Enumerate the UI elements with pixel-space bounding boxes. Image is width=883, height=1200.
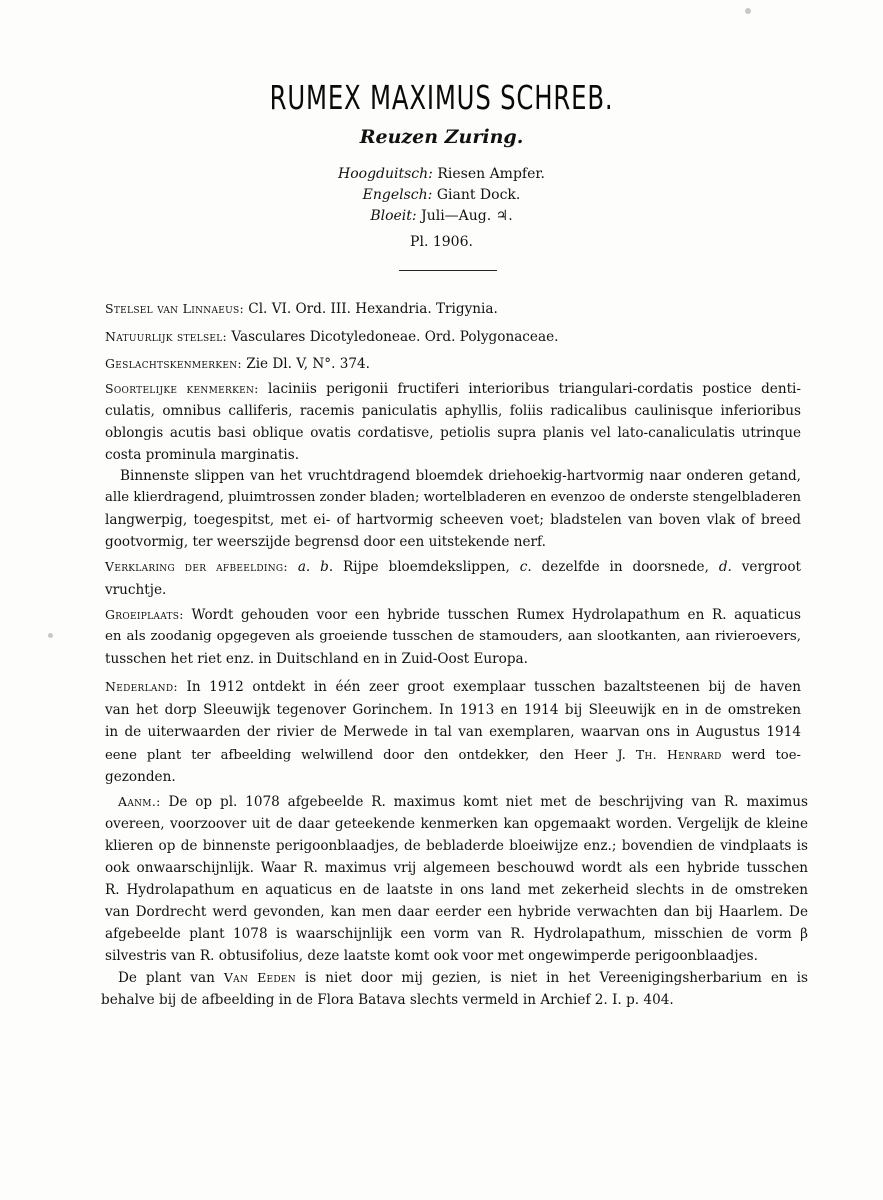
bloom-line (0, 208, 883, 224)
genus-value: Zie Dl. V, N°. 374. (241, 356, 370, 372)
habitat-text: Wordt gehouden voor een hybride tusschen Rumex Hydrolapathum en R. aquaticus (183, 607, 801, 623)
description-line: langwerpig, toegespitst, met ei- of hartvormig scheeven voet; bladstelen van boven vlak of breed (105, 512, 801, 528)
german-label: Hoogduitsch: (338, 166, 433, 182)
page-subtitle: Reuzen Zuring. (359, 126, 524, 148)
species-line (105, 380, 801, 398)
linnaeus-line (105, 300, 801, 318)
species-line: costa prominula marginatis. (105, 447, 300, 463)
german-name-line (0, 166, 883, 182)
english-value: Giant Dock. (436, 187, 521, 203)
figure-ref: a. b. (287, 559, 334, 575)
page-title: RUMEX MAXIMUS SCHREB. (269, 78, 614, 117)
figure-text: dezelfde in doorsnede, (531, 559, 709, 575)
netherlands-line (105, 678, 801, 696)
habitat-line (105, 606, 801, 624)
figure-explanation-line (105, 558, 801, 576)
german-value: Riesen Ampfer. (437, 166, 545, 182)
figure-text: Rijpe bloemdekslippen, (333, 559, 510, 575)
note-line: afgebeelde plant 1078 is waarschijnlijk een vorm van R. Hydrolapathum, misschien de vorm β (105, 926, 808, 942)
note-line (118, 793, 808, 811)
van-eeden-line (118, 969, 808, 987)
note-text: De op pl. 1078 afgebeelde R. maximus komt niet met de beschrijving van R. maximus (160, 794, 808, 810)
note-line: R. Hydrolapathum en aquaticus en de laatste in ons land met zekerheid slechts in de omstreken (105, 882, 808, 898)
note-line: overeen, voorzoover uit de daar geteekende kenmerken kan opgemaakt worden. Vergelijk de kleine (105, 816, 808, 832)
netherlands-line: gezonden. (105, 769, 176, 785)
species-text: laciniis perigonii fructiferi interioribus triangulari-cordatis postice denti- (258, 381, 801, 397)
linnaeus-value: Cl. VI. Ord. III. Hexandria. Trigynia. (243, 301, 498, 317)
figure-explanation-label: Verklaring der afbeelding: (105, 559, 288, 574)
natural-system-value: Vasculares Dicotyledoneae. Ord. Polygonaceae. (227, 329, 559, 345)
divider (399, 270, 497, 271)
habitat-line: tusschen het riet enz. in Duitschland en in Zuid-Oost Europa. (105, 651, 528, 667)
description-line: gootvormig, ter weerszijde begrensd door een uitstekende nerf. (105, 534, 546, 550)
bloom-value: Juli—Aug. ♃. (421, 208, 513, 224)
netherlands-line: van het dorp Sleeuwijk tegenover Gorinchem. In 1913 en 1914 bij Sleeuwijk en in de omstreken (105, 702, 801, 718)
linnaeus-label: Stelsel van Linnaeus: (105, 301, 244, 316)
note-label: Aanm.: (118, 794, 161, 809)
species-line: culatis, omnibus calliferis, racemis paniculatis aphyllis, foliis radicalibus caulinisque inferioribus (105, 403, 801, 419)
note-line: ook onwaarschijnlijk. Waar R. maximus vrij algemeen beschouwd wordt als een hybride tusschen (105, 860, 808, 876)
plate-number: Pl. 1906. (410, 234, 473, 250)
van-eeden-text: is niet door mij gezien, is niet in het Vereenigingsherbarium en is (295, 970, 808, 986)
paper-speck (745, 8, 751, 14)
figure-explanation-line: vruchtje. (105, 582, 167, 598)
species-line: oblongis acutis basi oblique ovatis cordatisve, petiolis supra planis vel lato-canaliculatis utrinque (105, 425, 801, 441)
habitat-line: en als zoodanig opgegeven als groeiende tusschen de stamouders, aan slootkanten, aan rivieroevers, (105, 629, 801, 644)
van-eeden-text: De plant van (118, 970, 224, 986)
description-line: alle klierdragend, pluimtrossen zonder bladen; wortelbladeren en evenzoo de onderste stengelbladeren (105, 490, 801, 505)
figure-ref: c. (509, 559, 532, 575)
van-eeden-line: behalve bij de afbeelding in de Flora Batava slechts vermeld in Archief 2. I. p. 404. (101, 992, 674, 1008)
netherlands-line: in de uiterwaarden der rivier de Merwede in tal van exemplaren, waarvan ons in Augustus 1914 (105, 724, 801, 740)
netherlands-line (105, 746, 801, 765)
english-name-line (0, 187, 883, 203)
figure-text: vergroot (731, 559, 801, 575)
habitat-label: Groeiplaats: (105, 607, 184, 622)
note-line: van Dordrecht werd gevonden, kan men daar eerder een hybride verwachten dan bij Haarlem. De (105, 904, 808, 920)
netherlands-label: Nederland: (105, 679, 178, 694)
natural-system-label: Natuurlijk stelsel: (105, 329, 228, 344)
figure-ref: d. (708, 559, 732, 575)
species-label: Soortelijke kenmerken: (105, 381, 259, 396)
paper-speck (48, 633, 53, 638)
note-line: silvestris van R. obtusifolius, deze laatste komt ook voor met ongewimperde perigoonblaadjes. (105, 948, 758, 964)
netherlands-text: In 1912 ontdekt in één zeer groot exemplaar tusschen bazaltsteenen bij de haven (177, 679, 801, 695)
english-label: Engelsch: (362, 187, 433, 203)
note-line: klieren op de binnenste perigoonblaadjes, de bebladerde bloeiwijze enz.; bovendien de vindplaats is (105, 838, 808, 854)
natural-system-line (105, 328, 801, 346)
description-line: Binnenste slippen van het vruchtdragend bloemdek driehoekig-hartvormig naar onderen getand, (120, 468, 801, 484)
genus-label: Geslachtskenmerken: (105, 356, 242, 371)
van-eeden-name: Van Eeden (223, 970, 296, 985)
discoverer-name: Th. Henrard (635, 747, 722, 762)
bloom-label: Bloeit: (370, 208, 417, 224)
netherlands-text: werd toe- (721, 748, 801, 763)
genus-line (105, 355, 801, 373)
netherlands-text: eene plant ter afbeelding welwillend door den ontdekker, den Heer J. (105, 748, 636, 763)
